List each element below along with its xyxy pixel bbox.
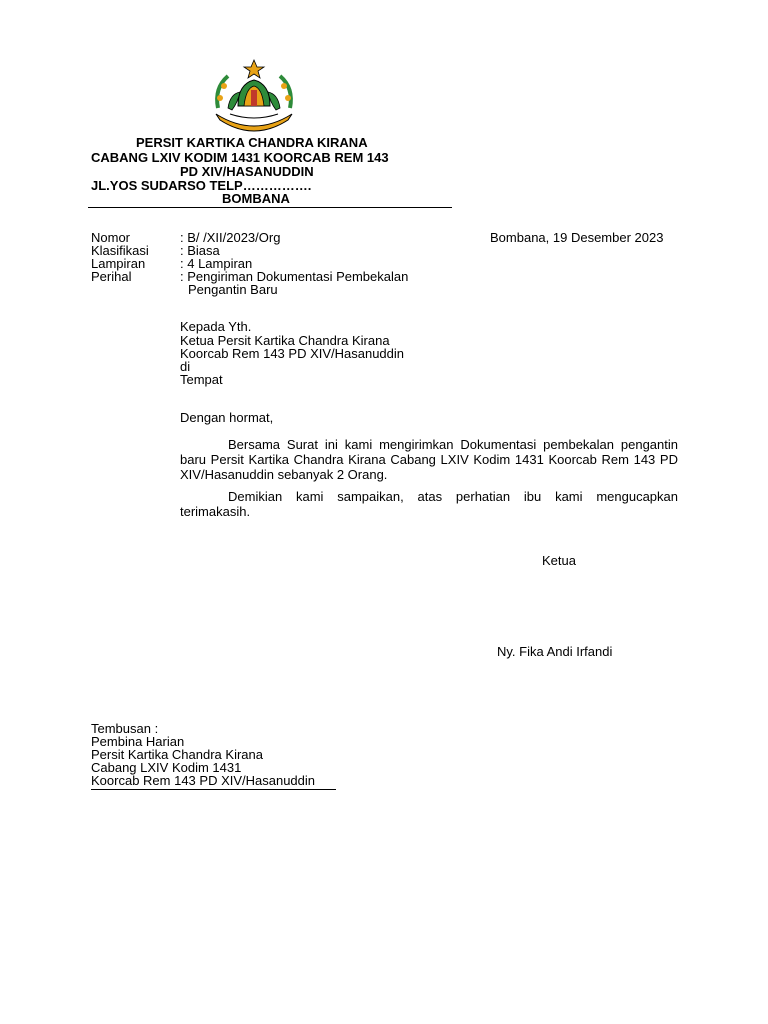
cc-line-3: Cabang LXIV Kodim 1431 (91, 760, 242, 775)
place-date: Bombana, 19 Desember 2023 (490, 230, 664, 245)
klasifikasi-value: : Biasa (180, 243, 220, 258)
cc-line-2: Persit Kartika Chandra Kirana (91, 747, 263, 762)
nomor-value: : B/ /XII/2023/Org (180, 230, 281, 245)
header-region: PD XIV/HASANUDDIN (180, 164, 314, 179)
perihal-label: Perihal (91, 269, 132, 284)
nomor-label: Nomor (91, 230, 131, 245)
header-divider (88, 207, 452, 208)
recipient-greeting: Kepada Yth. (180, 319, 252, 334)
salutation: Dengan hormat, (180, 410, 274, 425)
recipient-place: Tempat (180, 372, 223, 387)
cc-line-4: Koorcab Rem 143 PD XIV/Hasanuddin (91, 773, 316, 788)
body-paragraph-2-text: Demikian kami sampaikan, atas perhatian ibu kami mengucapkan terimakasih. (180, 489, 678, 519)
klasifikasi-label: Klasifikasi (91, 243, 149, 258)
persit-emblem-logo (208, 58, 300, 138)
cc-underline (91, 789, 336, 790)
lampiran-label: Lampiran (91, 256, 146, 271)
signature-title: Ketua (542, 553, 576, 568)
cc-line-1: Pembina Harian (91, 734, 185, 749)
recipient-di: di (180, 359, 191, 374)
recipient-title: Ketua Persit Kartika Chandra Kirana (180, 333, 390, 348)
perihal-value: : Pengiriman Dokumentasi Pembekalan (180, 269, 409, 284)
header-branch: CABANG LXIV KODIM 1431 KOORCAB REM 143 (91, 150, 389, 165)
body-paragraph-2 (180, 489, 678, 519)
body-paragraph-1 (180, 437, 678, 482)
header-city: BOMBANA (222, 191, 290, 206)
recipient-unit: Koorcab Rem 143 PD XIV/Hasanuddin (180, 346, 405, 361)
signature-name: Ny. Fika Andi Irfandi (497, 644, 613, 659)
header-address: JL.YOS SUDARSO TELP……………. (91, 178, 312, 193)
body-paragraph-1-text: Bersama Surat ini kami mengirimkan Dokumentasi pembekalan pengantin baru Persit Kartika Chandra Kirana Cabang LXIV Kodim 1431 Koorcab Rem 143 PD XIV/Hasanuddin sebanyak 2 Orang. (180, 437, 678, 482)
cc-heading: Tembusan : (91, 721, 159, 736)
lampiran-value: : 4 Lampiran (180, 256, 253, 271)
header-org-name: PERSIT KARTIKA CHANDRA KIRANA (136, 135, 368, 150)
perihal-value-cont: Pengantin Baru (188, 282, 278, 297)
